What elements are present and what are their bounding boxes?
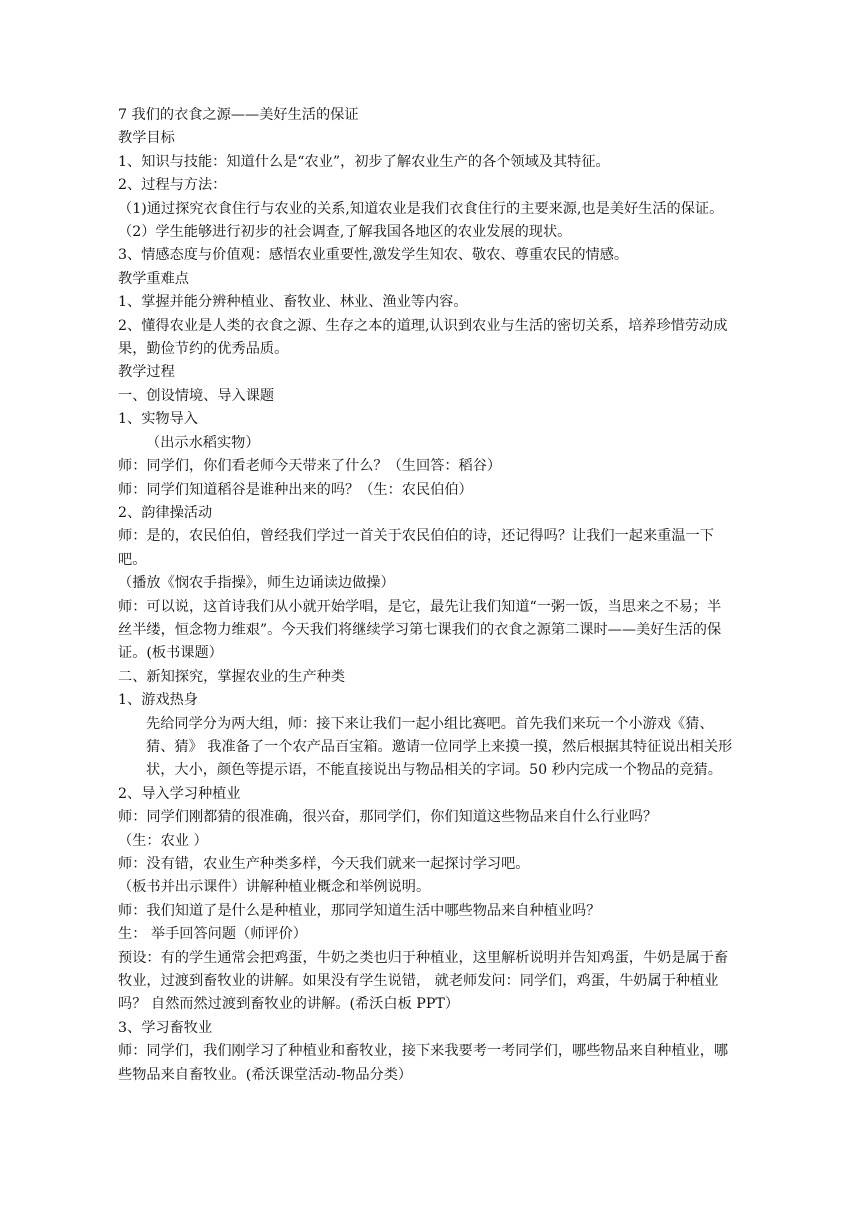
paragraph-line: 师：没有错，农业生产种类多样，今天我们就来一起探讨学习吧。: [118, 856, 530, 872]
paragraph-line: 2、懂得农业是人类的衣食之源、生存之本的道理,认识到农业与生活的密切关系，培养珍惜劳动成果，勤俭节约的优秀品质。: [118, 317, 728, 358]
paragraph-line: （2）学生能够进行初步的社会调查,了解我国各地区的农业发展的现状。: [118, 224, 572, 241]
paragraph-line: 1、知识与技能：知道什么是“农业”，初步了解农业生产的各个领域及其特征。: [118, 153, 610, 170]
paragraph-line: 3、学习畜牧业: [118, 1019, 213, 1036]
paragraph-line: 预设：有的学生通常会把鸡蛋，牛奶之类也归于种植业，这里解析说明并告知鸡蛋，牛奶是属于畜牧业，过渡到畜牧业的讲解。如果没有学生说错， 就老师发问：同学们，鸡蛋，牛奶属于种植业吗？ 自然而然过渡到畜牧业的讲解。(希沃白板 PPT）: [118, 949, 729, 1013]
paragraph-line: （生：农业 ）: [118, 832, 208, 849]
paragraph-line: 教学过程: [118, 364, 175, 381]
paragraph-line: 1、实物导入: [118, 411, 198, 428]
paragraph-line: 先给同学分为两大组，师：接下来让我们一起小组比赛吧。首先我们来玩一个小游戏《猜、猜、猜》 我准备了一个农产品百宝箱。邀请一位同学上来摸一摸，然后根据其特征说出相关形状，大小，颜色等提示语，不能直接说出与物品相关的字词。50 秒内完成一个物品的竞猜。: [146, 715, 733, 779]
paragraph-line: 师：我们知道了是什么是种植业，那同学知道生活中哪些物品来自种植业吗？: [118, 902, 601, 919]
paragraph-line: 生： 举手回答问题（师评价）: [118, 926, 307, 943]
paragraph-line: （板书并出示课件）讲解种植业概念和举例说明。: [118, 879, 431, 896]
paragraph-line: 师：同学们刚都猜的很准确，很兴奋，那同学们，你们知道这些物品来自什么行业吗？: [118, 809, 658, 826]
paragraph-line: （1)通过探究衣食住行与农业的关系,知道农业是我们衣食住行的主要来源,也是美好生活的保证。: [118, 200, 724, 217]
paragraph-line: （播放《悯农手指操》，师生边诵读边做操）: [118, 575, 395, 592]
paragraph-line: 2、韵律操活动: [118, 504, 213, 521]
paragraph-line: 1、掌握并能分辨种植业、畜牧业、林业、渔业等内容。: [118, 294, 468, 311]
document-title: 7 我们的衣食之源——美好生活的保证: [118, 107, 359, 123]
paragraph-line: 3、情感态度与价值观：感悟农业重要性,激发学生知农、敬农、尊重农民的情感。: [118, 247, 629, 264]
paragraph-line: 师：同学们知道稻谷是谁种出来的吗？（生：农民伯伯）: [118, 481, 473, 498]
paragraph-line: 1、游戏热身: [118, 692, 198, 709]
paragraph-line: 2、过程与方法：: [118, 177, 227, 194]
paragraph-line: 教学目标: [118, 130, 175, 147]
paragraph-line: （出示水稻实物）: [146, 434, 260, 451]
paragraph-line: 师：同学们，你们看老师今天带来了什么？（生回答：稻谷）: [118, 458, 502, 475]
paragraph-line: 师：可以说，这首诗我们从小就开始学唱，是它，最先让我们知道“一粥一饭，当思来之不易；半丝半缕，恒念物力维艰”。今天我们将继续学习第七课我们的衣食之源第二课时——美好生活的保证。(板书课题）: [118, 598, 722, 662]
paragraph-line: 教学重难点: [118, 270, 189, 287]
paragraph-line: 2、导入学习种植业: [118, 785, 241, 802]
document-lines: [118, 127, 734, 1087]
paragraph-line: 二、新知探究，掌握农业的生产种类: [118, 668, 346, 685]
paragraph-line: 一、创设情境、导入课题: [118, 387, 275, 404]
document-body: [118, 104, 734, 1087]
paragraph-line: 师：同学们，我们刚学习了种植业和畜牧业，接下来我要考一考同学们，哪些物品来自种植业，哪些物品来自畜牧业。(希沃课堂活动-物品分类）: [118, 1043, 729, 1083]
paragraph-line: 师：是的，农民伯伯，曾经我们学过一首关于农民伯伯的诗，还记得吗？让我们一起来重温一下吧。: [118, 528, 714, 568]
